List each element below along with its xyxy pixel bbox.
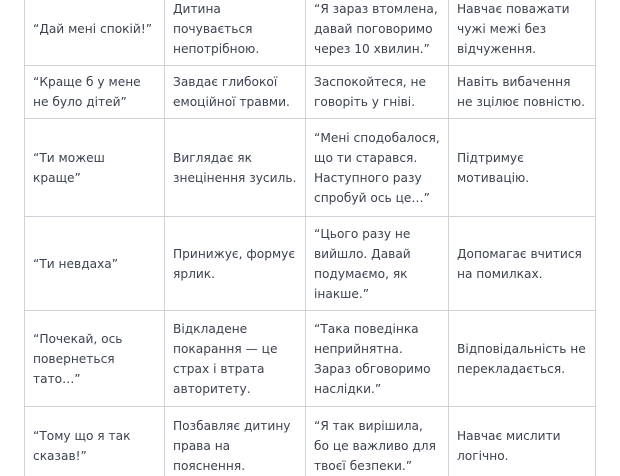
- table-row: [25, 311, 596, 407]
- alternative-cell: “Така поведінка неприйнятна. Зараз обговоримо наслідки.”: [306, 311, 449, 407]
- phrases-table: [24, 0, 596, 476]
- alternative-cell: “Мені сподобалося, що ти старався. Наступного разу спробуй ось це…”: [306, 119, 449, 217]
- alternative-cell: “Я зараз втомлена, давай поговоримо через 10 хвилин.”: [306, 0, 449, 66]
- phrase-cell: “Тому що я так сказав!”: [25, 407, 165, 476]
- table-row: [25, 119, 596, 217]
- effect-cell: Виглядає як знецінення зусиль.: [165, 119, 306, 217]
- phrase-cell: “Краще б у мене не було дітей”: [25, 66, 165, 119]
- alternative-cell: “Цього разу не вийшло. Давай подумаємо, як інакше.”: [306, 217, 449, 311]
- benefit-cell: Підтримує мотивацію.: [449, 119, 596, 217]
- alternative-cell: Заспокойтеся, не говоріть у гніві.: [306, 66, 449, 119]
- effect-cell: Відкладене покарання — це страх і втрата авторитету.: [165, 311, 306, 407]
- phrase-cell: “Дай мені спокій!”: [25, 0, 165, 66]
- benefit-cell: Навіть вибачення не зцілює повністю.: [449, 66, 596, 119]
- effect-cell: Принижує, формує ярлик.: [165, 217, 306, 311]
- benefit-cell: Відповідальність не перекладається.: [449, 311, 596, 407]
- table-row: [25, 407, 596, 476]
- phrase-cell: “Почекай, ось повернеться тато…”: [25, 311, 165, 407]
- table-row: [25, 66, 596, 119]
- effect-cell: Дитина почувається непотрібною.: [165, 0, 306, 66]
- table-row: [25, 0, 596, 66]
- benefit-cell: Навчає поважати чужі межі без відчуження.: [449, 0, 596, 66]
- alternative-cell: “Я так вирішила, бо це важливо для твоєї безпеки.”: [306, 407, 449, 476]
- phrase-cell: “Ти невдаха”: [25, 217, 165, 311]
- table-row: [25, 217, 596, 311]
- effect-cell: Позбавляє дитину права на пояснення.: [165, 407, 306, 476]
- benefit-cell: Навчає мислити логічно.: [449, 407, 596, 476]
- effect-cell: Завдає глибокої емоційної травми.: [165, 66, 306, 119]
- phrase-cell: “Ти можеш краще”: [25, 119, 165, 217]
- benefit-cell: Допомагає вчитися на помилках.: [449, 217, 596, 311]
